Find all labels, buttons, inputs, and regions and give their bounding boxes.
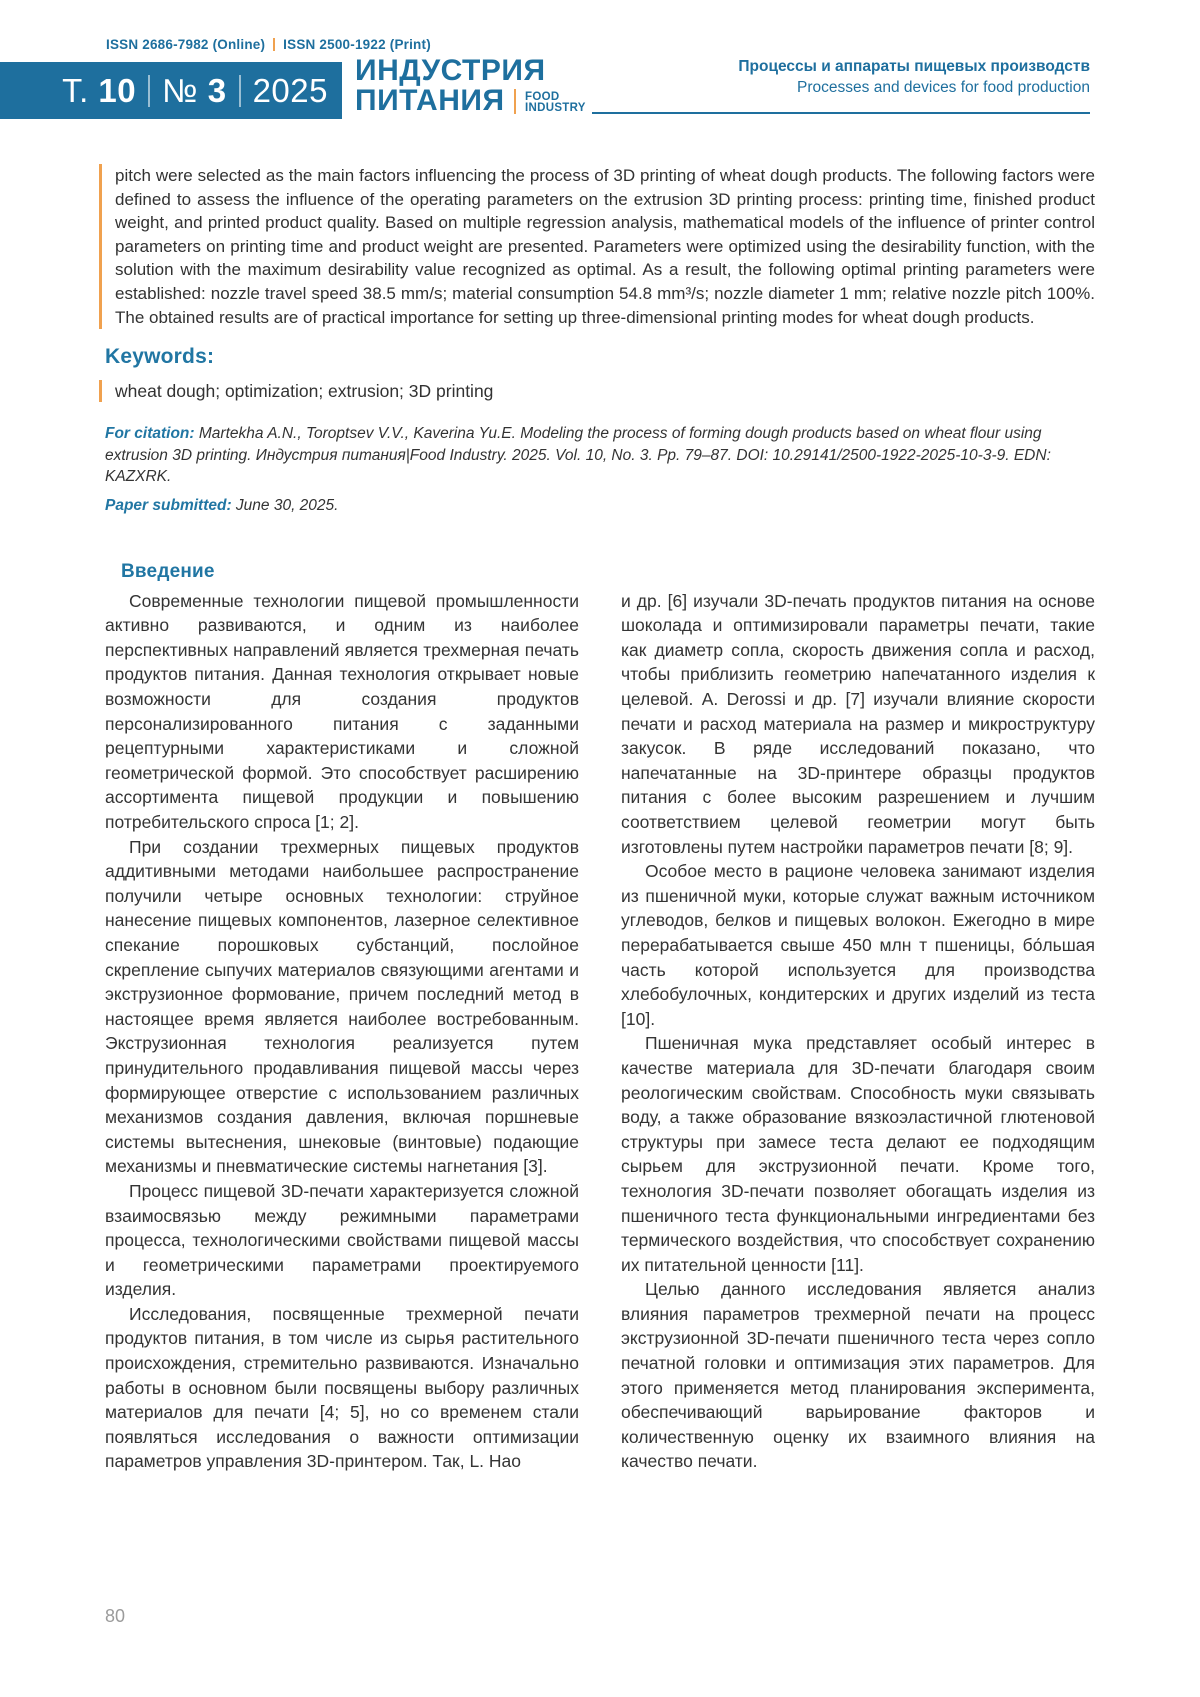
right-column <box>621 589 1095 1474</box>
section-heading <box>738 56 1090 98</box>
paper-submitted-label: Paper submitted: <box>105 496 232 514</box>
issn-online: ISSN 2686-7982 (Online) <box>106 37 266 52</box>
journal-title-en <box>525 92 586 116</box>
intro-paragraph: Целью данного исследования является анализ влияния параметров трехмерной печати на процесс экструзионной 3D-печати пшеничного теста через сопло печатной головки и оптимизация этих параметров. Для этого применяется метод планирования эксперимента, обеспечивающий варьирование факторов и количественную оценку их взаимного влияния на качество печати. <box>621 1279 1095 1472</box>
issn-line <box>106 37 431 52</box>
journal-title-en-line2: INDUSTRY <box>525 102 586 114</box>
intro-paragraph: Современные технологии пищевой промышленности активно развиваются, и одним из наиболее перспективных направлений является трехмерная печать продуктов питания. Данная технология открывает новые возможности для создания продуктов персонализированного питания с заданными рецептурными характеристиками и сложной геометрической формой. Это способствует расширению ассортимента пищевой продукции и повышению потребительского спроса [1; 2]. <box>105 590 579 832</box>
volume-label: Т. 10 <box>62 71 137 109</box>
issue-number: 3 <box>207 71 227 109</box>
intro-paragraph: Исследования, посвященные трехмерной печати продуктов питания, в том числе из сырья растительного происхождения, стремительно развиваются. Изначально работы в основном были посвящены выбору различных материалов для печати [4; 5], но со временем стали появляться исследования о важности оптимизации параметров управления 3D-принтером. Так, L. Hao <box>105 1303 579 1472</box>
journal-title-ru-line1: ИНДУСТРИЯ <box>355 54 546 87</box>
intro-paragraph: Особое место в рационе человека занимают изделия из пшеничной муки, которые служат важным источником углеводов, белков и пищевых волокон. Ежегодно в мире перерабатывается свыше 450 млн т пшеницы, бо́льшая часть которой используется для производства хлебобулочных, кондитерских и других изделий из теста [10]. <box>621 861 1095 1029</box>
left-column <box>105 589 579 1474</box>
issue-label: № 3 <box>162 71 227 109</box>
keywords-text: wheat dough; optimization; extrusion; 3D printing <box>99 380 1095 402</box>
year: 2025 <box>252 71 328 109</box>
citation-block <box>105 423 1095 488</box>
title-divider <box>514 89 517 114</box>
paper-submitted-line <box>105 497 1095 515</box>
section-title-en: Processes and devices for food production <box>797 79 1090 96</box>
issn-print: ISSN 2500-1922 (Print) <box>283 37 431 52</box>
banner-divider <box>239 75 241 107</box>
volume-number: 10 <box>98 71 137 109</box>
article-content <box>105 164 1095 1474</box>
intro-paragraph: При создании трехмерных пищевых продуктов аддитивными методами наибольшее распространение получили четыре основных технологии: струйное нанесение пищевых компонентов, лазерное селективное спекание порошковых субстанций, послойное скрепление сыпучих материалов связующими агентами и экструзионное формование, причем последний метод в настоящее время является наиболее востребованным. Экструзионная технология реализуется путем принудительного продавливания пищевой массы через формирующее отверстие с использованием различных механизмов создания давления, включая поршневые системы вытеснения, шнековые (винтовые) подающие механизмы и пневматические системы нагнетания [3]. <box>105 836 579 1177</box>
citation-label: For citation: <box>105 425 195 443</box>
journal-title <box>355 56 586 116</box>
page-number: 80 <box>105 1606 126 1626</box>
two-column-body <box>105 589 1095 1474</box>
issn-divider <box>273 38 275 51</box>
volume-issue-banner <box>0 62 342 119</box>
header-rule <box>592 112 1090 114</box>
abstract-text: pitch were selected as the main factors influencing the process of 3D printing of wheat dough products. The following factors were defined to assess the influence of the operating parameters on the extrusion 3D printing process: printing time, finished product weight, and printed product quality. Based on multiple regression analysis, mathematical models of the influence of printer control parameters on printing time and product weight are presented. Parameters were optimized using the desirability function, with the solution with the maximum desirability value recognized as optimal. As a result, the following optimal printing parameters were established: nozzle travel speed 38.5 mm/s; material consumption 54.8 mm³/s; nozzle diameter 1 mm; relative nozzle pitch 100%. The obtained results are of practical importance for setting up three-dimensional printing modes for wheat dough products. <box>99 164 1095 329</box>
journal-title-en-line1: FOOD <box>525 91 560 103</box>
banner-divider <box>148 75 150 107</box>
keywords-heading: Keywords: <box>105 345 215 369</box>
introduction-heading: Введение <box>121 560 215 582</box>
section-title-ru: Процессы и аппараты пищевых производств <box>738 58 1090 75</box>
journal-title-ru-line2: ПИТАНИЯ <box>355 84 505 117</box>
paper-submitted-date: June 30, 2025. <box>231 496 339 514</box>
intro-paragraph: Пшеничная мука представляет особый интерес в качестве материала для 3D-печати благодаря своим реологическим свойствам. Способность муки связывать воду, а также образование вязкоэластичной глютеновой структуры при замесе теста делают ее подходящим сырьем для экструзионной печати. Кроме того, технология 3D-печати позволяет обогащать изделия из пшеничного теста функциональными ингредиентами без термического воздействия, что способствует сохранению их питательной ценности [11]. <box>621 1033 1095 1275</box>
intro-paragraph: Процесс пищевой 3D-печати характеризуется сложной взаимосвязью между режимными параметрами процесса, технологическими свойствами пищевой массы и геометрическими параметрами проектируемого изделия. <box>105 1180 579 1300</box>
citation-text: Martekha A.N., Toroptsev V.V., Kaverina Yu.E. Modeling the process of forming dough products based on wheat flour using extrusion 3D printing. Индустрия питания|Food Industry. 2025. Vol. 10, No. 3. Pp. 79–87. DOI: 10.29141/2500-1922-2025-10-3-9. EDN: KAZXRK. <box>105 425 1051 486</box>
intro-paragraph: и др. [6] изучали 3D-печать продуктов питания на основе шоколада и оптимизировали параметры печати, такие как диаметр сопла, скорость движения сопла и расход, чтобы приблизить геометрию напечатанного изделия к целевой. A. Derossi и др. [7] изучали влияние скорости печати и расход материала на размер и микроструктуру закусок. В ряде исследований показано, что напечатанные на 3D-принтере образцы продуктов питания с более высоким разрешением и лучшим соответствием целевой геометрии могут быть изготовлены путем настройки параметров печати [8; 9]. <box>621 590 1095 857</box>
